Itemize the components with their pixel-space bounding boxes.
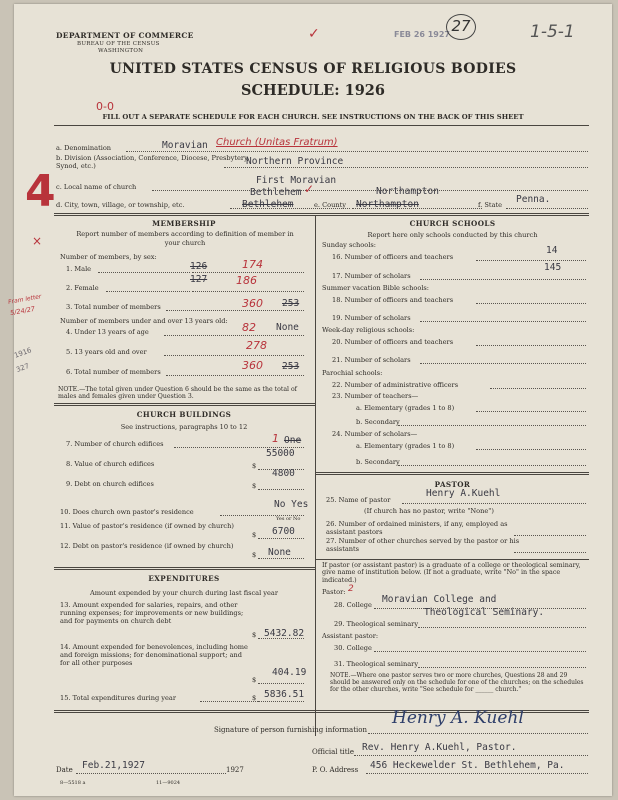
q10-hint: Yes or No	[276, 516, 301, 522]
q7-value: 1	[272, 432, 279, 445]
red-check-mark: ✓	[308, 26, 320, 42]
census-schedule-page	[7, 4, 612, 796]
q29-label: 29. Theological seminary	[334, 620, 419, 628]
q25-hint: (If church has no pastor, write "None")	[364, 507, 494, 515]
instructions-line: FILL OUT A SEPARATE SCHEDULE FOR EACH CHURCH. SEE INSTRUCTIONS ON THE BACK OF THIS SHEET	[102, 113, 524, 121]
membership-subtitle: Report number of members according to definition of member in your church	[76, 230, 294, 247]
pastor-note: NOTE.—Where one pastor serves two or more churches, Questions 28 and 29 should be answered only on the schedule for one of the churches; on the schedules for the other churches, write "See schedule for ______ church."	[330, 672, 584, 693]
red-code: 0-0	[96, 100, 114, 113]
q13-label: 13. Amount expended for salaries, repairs, and other running expenses; for improvements or new buildings; and for payments on church debt	[60, 601, 244, 625]
state-value: Penna.	[516, 194, 551, 205]
q20-label: 20. Number of officers and teachers	[332, 338, 454, 346]
q9-dollar: $	[252, 482, 257, 490]
schools-title: CHURCH SCHOOLS	[409, 219, 496, 228]
vacation-label: Summer vacation Bible schools:	[322, 284, 430, 292]
q22-label: 22. Number of administrative officers	[332, 381, 459, 389]
city-value-struck: Bethlehem	[242, 199, 294, 210]
q13-value: 5432.82	[264, 628, 305, 639]
q6-value: 360	[242, 359, 263, 372]
buildings-subtitle: See instructions, paragraphs 10 to 12	[120, 423, 248, 431]
q16-label: 16. Number of officers and teachers	[332, 253, 454, 261]
q25-value: Henry A.Kuehl	[426, 488, 501, 499]
q14-dollar: $	[252, 676, 257, 684]
q30-label: 30. College	[334, 644, 372, 652]
division-value: Northern Province	[246, 156, 344, 167]
q12-value: None	[268, 547, 291, 558]
q9-label: 9. Debt on church edifices	[66, 480, 154, 488]
city-value: Bethlehem	[250, 187, 302, 198]
q24-label: 24. Number of scholars—	[332, 430, 418, 438]
city-label: d. City, town, village, or township, etc.	[56, 201, 185, 209]
signature-label: Signature of person furnishing information	[214, 726, 368, 734]
schools-subtitle: Report here only schools conducted by this church	[367, 231, 538, 239]
q8-label: 8. Value of church edifices	[66, 460, 155, 468]
form-title: UNITED STATES CENSUS OF RELIGIOUS BODIES	[109, 61, 517, 77]
q2-struck: 127	[190, 274, 208, 285]
q3-value: 360	[242, 297, 263, 310]
form-code-1: 8—5518 a	[60, 780, 86, 786]
denomination-value: Moravian	[162, 140, 208, 151]
q16-value: 14	[546, 245, 558, 256]
parochial-label: Parochial schools:	[322, 369, 383, 377]
q11-dollar: $	[252, 531, 257, 539]
county-value-struck: Northampton	[356, 199, 419, 210]
by-sex-label: Number of members, by sex:	[60, 253, 157, 261]
q21-label: 21. Number of scholars	[332, 356, 411, 364]
q25-label: 25. Name of pastor	[326, 496, 391, 504]
received-stamp: FEB 26 1927	[394, 30, 450, 39]
q18-label: 18. Number of officers and teachers	[332, 296, 454, 304]
q2-value: 186	[236, 274, 257, 287]
q26-label: 26. Number of ordained ministers, if any, employed as assistant pastors	[326, 520, 508, 536]
expenditures-title: EXPENDITURES	[148, 574, 220, 583]
q19-label: 19. Number of scholars	[332, 314, 411, 322]
division-label: b. Division (Association, Conference, Diocese, Presbytery, Synod, etc.)	[56, 154, 250, 170]
q6-struck: 253	[282, 361, 300, 372]
q28-label: 28. College	[334, 601, 372, 609]
q10-value: No Yes	[274, 499, 309, 510]
q11-value: 6700	[272, 526, 295, 537]
date-label: Date	[56, 766, 73, 774]
denomination-label: a. Denomination	[56, 144, 112, 152]
q27-label: 27. Number of other churches served by the pastor or his assistants	[326, 537, 520, 553]
pastor-label: Pastor:	[322, 588, 346, 596]
q23a-label: a. Elementary (grades 1 to 8)	[356, 404, 455, 412]
department-label: DEPARTMENT OF COMMERCE	[56, 31, 194, 40]
q17-label: 17. Number of scholars	[332, 272, 411, 280]
city-check-mark: ✓	[304, 182, 315, 196]
expenditures-subtitle: Amount expended by your church during last fiscal year	[89, 589, 279, 597]
local-name-label: c. Local name of church	[56, 183, 137, 191]
q3-struck: 253	[282, 298, 300, 309]
q12-dollar: $	[252, 551, 257, 559]
local-name-value: First Moravian	[256, 175, 337, 186]
q11-label: 11. Value of pastor's residence (if owned by church)	[60, 522, 234, 530]
q29-value: Theological Seminary.	[424, 607, 545, 618]
q24b-label: b. Secondary	[356, 458, 400, 466]
q12-label: 12. Debt on pastor's residence (if owned by church)	[60, 542, 234, 550]
date-value: Feb.21,1927	[82, 760, 145, 771]
q7-struck: One	[284, 435, 302, 446]
under-over-label: Number of members under and over 13 years old:	[60, 317, 228, 325]
corner-circled-number: 27	[446, 14, 476, 40]
sunday-label: Sunday schools:	[322, 241, 376, 249]
q2-label: 2. Female	[66, 284, 99, 292]
state-label: f. State	[478, 201, 503, 209]
q1-struck: 126	[190, 261, 208, 272]
q23b-label: b. Secondary	[356, 418, 400, 426]
membership-title: MEMBERSHIP	[152, 219, 216, 228]
margin-pencil-1: 1916	[13, 346, 33, 360]
weekday-label: Week-day religious schools:	[322, 326, 415, 334]
margin-note-letter: Fram letter	[7, 293, 42, 306]
margin-pencil-2: 327	[15, 361, 31, 375]
q4-label: 4. Under 13 years of age	[66, 328, 149, 336]
q5-label: 5. 13 years old and over	[66, 348, 147, 356]
q5-value: 278	[246, 339, 267, 352]
q3-label: 3. Total number of members	[66, 303, 161, 311]
margin-red-mark: 4	[25, 166, 56, 217]
bureau-label: BUREAU OF THE CENSUS	[77, 41, 160, 47]
q31-label: 31. Theological seminary	[334, 660, 419, 668]
q17-value: 145	[544, 262, 562, 273]
q9-value: 4800	[272, 468, 295, 479]
schedule-title: SCHEDULE: 1926	[241, 82, 385, 99]
county-value: Northampton	[376, 186, 439, 197]
q28-value: Moravian College and	[382, 594, 497, 605]
city-label: WASHINGTON	[98, 48, 144, 54]
po-value: 456 Heckewelder St. Bethlehem, Pa.	[370, 760, 565, 771]
q6-label: 6. Total number of members	[66, 368, 161, 376]
q23-label: 23. Number of teachers—	[332, 392, 419, 400]
q4-struck: None	[276, 322, 299, 333]
graduate-note: If pastor (or assistant pastor) is a graduate of a college or theological seminary, give name of institution below. (If not a graduate, write "No" in the space indicated.)	[322, 561, 581, 584]
assistant-label: Assistant pastor:	[322, 632, 379, 640]
denomination-handwritten: Church (Unitas Fratrum)	[216, 137, 338, 148]
q24a-label: a. Elementary (grades 1 to 8)	[356, 442, 455, 450]
q1-label: 1. Male	[66, 265, 92, 273]
county-label: e. County	[314, 201, 346, 209]
q4-value: 82	[242, 321, 256, 334]
q7-label: 7. Number of church edifices	[66, 440, 164, 448]
q14-label: 14. Amount expended for benevolences, including home and foreign missions; for denominational support; and for all other purposes	[60, 643, 248, 667]
q1-value: 174	[242, 258, 263, 271]
q8-value: 55000	[266, 448, 295, 459]
official-title-value: Rev. Henry A.Kuehl, Pastor.	[362, 742, 517, 753]
q15-label: 15. Total expenditures during year	[60, 694, 176, 702]
official-title-label: Official title	[312, 748, 354, 756]
q14-value: 404.19	[272, 667, 307, 678]
corner-reference: 1-5-1	[530, 22, 575, 42]
pastor-red-mark: 2	[348, 584, 354, 594]
buildings-title: CHURCH BUILDINGS	[136, 410, 232, 419]
q8-dollar: $	[252, 462, 257, 470]
margin-red-x: ×	[32, 234, 43, 248]
date-year: 1927	[226, 766, 244, 774]
q15-value: 5836.51	[264, 689, 305, 700]
q13-dollar: $	[252, 631, 257, 639]
membership-note: NOTE.—The total given under Question 6 should be the same as the total of males and females given under Question 3.	[58, 386, 297, 401]
q10-label: 10. Does church own pastor's residence	[60, 508, 194, 516]
q15-dollar: $	[252, 694, 257, 702]
signature: Henry A. Kuehl	[392, 708, 524, 728]
po-label: P. O. Address	[312, 766, 359, 774]
margin-note-date: 5/24/27	[9, 304, 36, 318]
form-code-2: 11—9024	[156, 780, 181, 786]
pastor-title: PASTOR	[434, 480, 471, 489]
